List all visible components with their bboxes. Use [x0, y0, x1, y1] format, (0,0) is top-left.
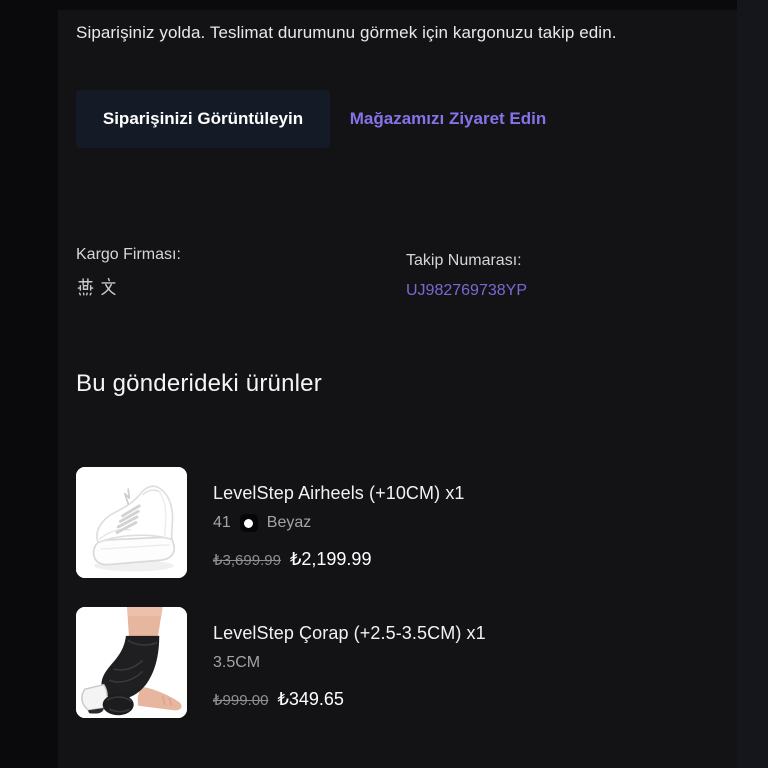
color-swatch-dot	[244, 519, 253, 528]
variant-color: Beyaz	[266, 514, 312, 531]
product-title: LevelStep Çorap (+2.5-3.5CM) x1	[213, 623, 486, 643]
product-image-sock	[76, 607, 187, 718]
variant-row	[213, 654, 486, 672]
tracking-block	[406, 252, 527, 300]
product-image-sneaker	[76, 467, 187, 578]
variant-row	[213, 514, 465, 532]
view-order-button[interactable]: Siparişinizi Görüntüleyin	[76, 90, 330, 148]
price-row	[213, 549, 465, 570]
price-row	[213, 689, 486, 710]
carrier-block	[76, 246, 181, 296]
cjk-glyph-wen	[99, 277, 118, 296]
cjk-glyph-yan	[76, 277, 95, 296]
product-title: LevelStep Airheels (+10CM) x1	[213, 483, 465, 503]
product-row-sneaker	[213, 483, 465, 570]
tracking-label: Takip Numarası:	[406, 252, 522, 269]
variant-size: 41	[213, 514, 231, 531]
old-price: ₺999.00	[213, 692, 269, 709]
shipping-status-message: Siparişiniz yolda. Teslimat durumunu görmek için kargonuzu takip edin.	[76, 23, 617, 42]
variant-size: 3.5CM	[213, 654, 261, 671]
right-gutter	[737, 0, 768, 768]
tracking-number-link[interactable]: UJ982769738YP	[406, 282, 527, 299]
color-swatch	[240, 514, 258, 532]
black-ankle-sock-illustration	[76, 607, 187, 718]
product-row-sock	[213, 623, 486, 710]
white-sneaker-illustration	[76, 467, 187, 578]
current-price: ₺2,199.99	[289, 549, 372, 569]
carrier-label: Kargo Firması:	[76, 246, 181, 263]
current-price: ₺349.65	[277, 689, 344, 709]
products-heading: Bu gönderideki ürünler	[76, 370, 322, 397]
old-price: ₺3,699.99	[213, 552, 281, 569]
carrier-value	[76, 277, 181, 296]
visit-store-link[interactable]: Mağazamızı Ziyaret Edin	[349, 109, 547, 128]
